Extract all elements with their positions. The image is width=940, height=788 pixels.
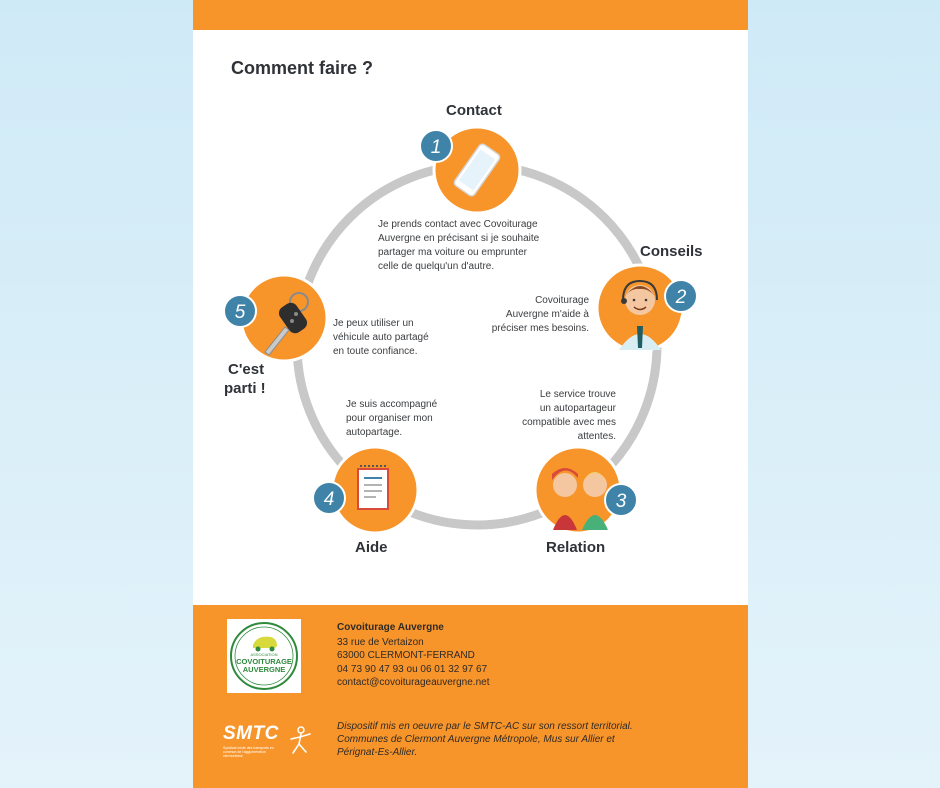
- step-4-badge: [313, 447, 418, 533]
- step-2-number: 2: [675, 287, 687, 308]
- smtc-subtitle: Syndicat mixte des transports en commun de l'agglomération clermontoise: [223, 746, 274, 758]
- step-2-badge: [597, 265, 697, 351]
- walking-figure-icon: [285, 725, 317, 757]
- logo-covoiturage-text: COVOITURAGE: [236, 657, 292, 666]
- step-5-title-line1: C'est: [228, 361, 265, 378]
- document-icon: [358, 466, 388, 509]
- step-3-badge: [535, 447, 637, 533]
- phone-numbers: 04 73 90 47 93 ou 06 01 32 97 67: [337, 664, 488, 675]
- step-3-title: Relation: [546, 539, 606, 556]
- step-4-description: Je suis accompagné pour organiser mon autopartage.: [346, 399, 438, 438]
- org-name: Covoiturage Auvergne: [337, 622, 444, 633]
- covoiturage-auvergne-logo: [227, 619, 301, 693]
- step-3-number: 3: [615, 491, 627, 512]
- logo-association-text: ASSOCIATION: [250, 652, 278, 657]
- step-4-number: 4: [323, 489, 335, 510]
- step-5-badge: [224, 275, 327, 361]
- step-4-title: Aide: [355, 539, 388, 556]
- step-5-title-line2: parti !: [224, 380, 266, 397]
- smtc-logo: [223, 723, 319, 759]
- disclaimer-text: Dispositif mis en oeuvre par le SMTC-AC sur son ressort territorial. Communes de Clermont Auvergne Métropole, Mus sur Allier et Pérignat-Es-Allier.: [337, 721, 633, 758]
- flyer-page: [193, 0, 748, 788]
- smtc-wordmark: SMTC: [223, 723, 279, 744]
- step-2-description: Covoiturage Auvergne m'aide à préciser mes besoins.: [491, 295, 589, 334]
- address-street: 33 rue de Vertaizon: [337, 637, 424, 648]
- step-1-title: Contact: [446, 102, 502, 119]
- step-2-title: Conseils: [640, 243, 703, 260]
- footer: [193, 605, 748, 788]
- step-1-number: 1: [430, 137, 442, 158]
- step-3-description: Le service trouve un autopartageur compatible avec mes attentes.: [522, 389, 616, 442]
- step-1-description: Je prends contact avec Covoiturage Auvergne en précisant si je souhaite partager ma voiture ou emprunter celle de quelqu'un d'autre.: [378, 219, 540, 272]
- step-5-description: Je peux utiliser un véhicule auto partagé en toute confiance.: [333, 318, 429, 357]
- logo-auvergne-text: AUVERGNE: [242, 665, 286, 674]
- logo-emblem-icon: [227, 619, 301, 693]
- step-1-badge: [420, 127, 520, 213]
- contact-email[interactable]: contact@covoiturageauvergne.net: [337, 677, 490, 688]
- step-5-number: 5: [234, 302, 246, 323]
- address-city: 63000 CLERMONT-FERRAND: [337, 650, 475, 661]
- page-title: Comment faire ?: [231, 58, 374, 78]
